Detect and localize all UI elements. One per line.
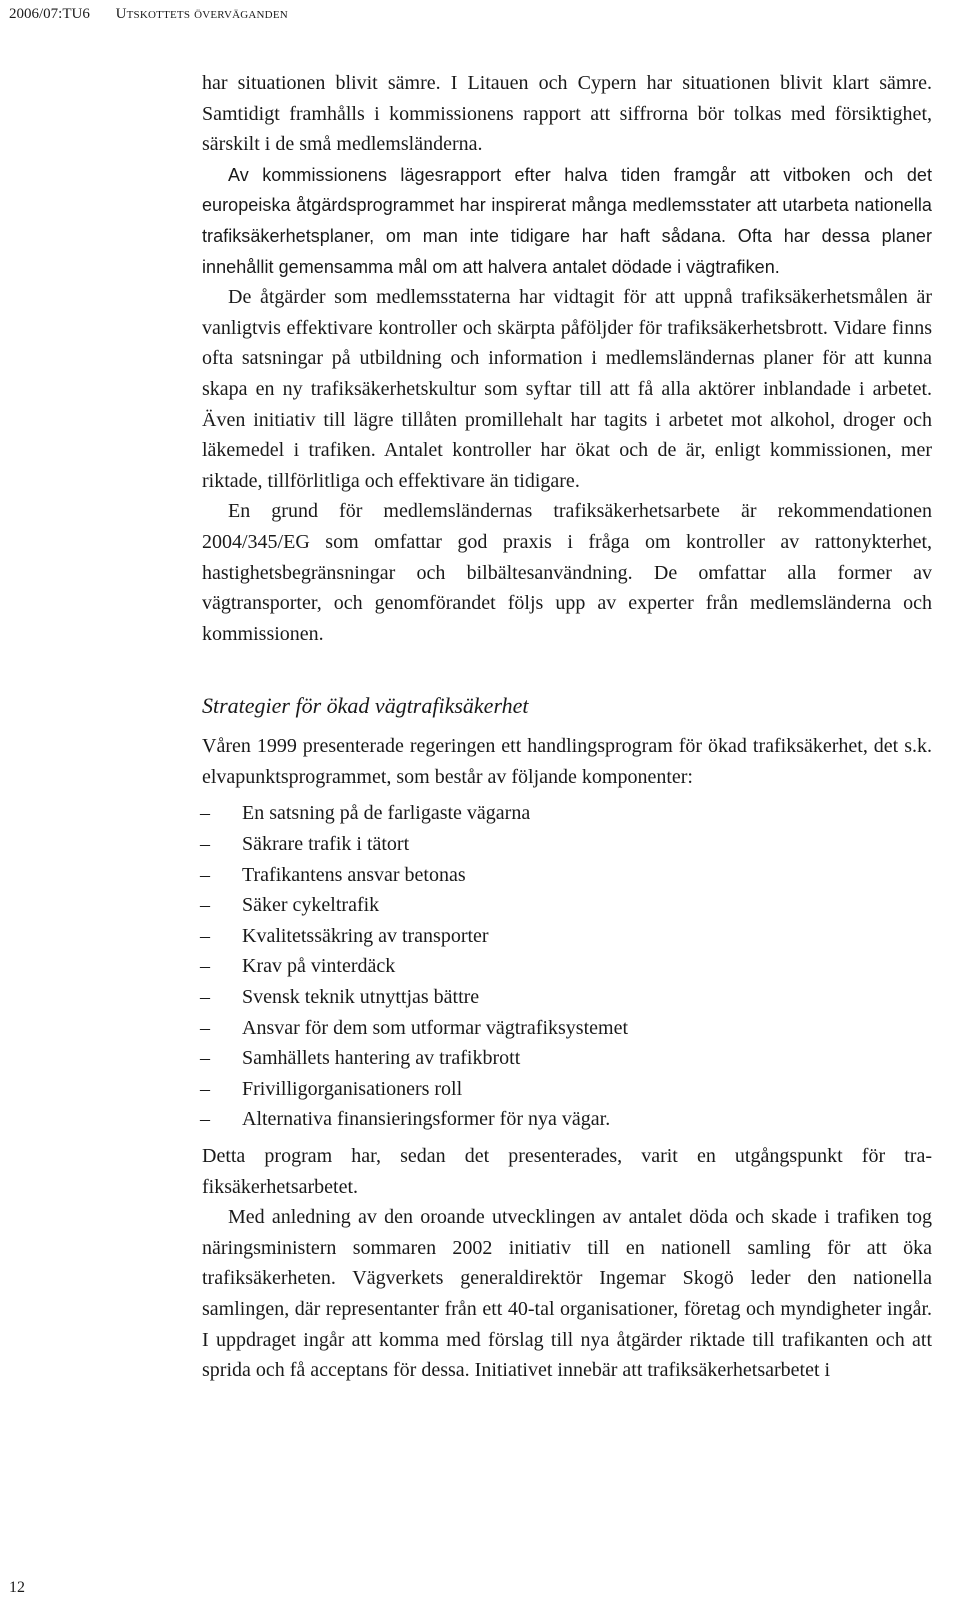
list-item (200, 890, 932, 921)
dash-marker: – (200, 986, 210, 1009)
list-item-text: En satsning på de farligaste vägarna (242, 802, 531, 825)
dash-marker: – (200, 833, 210, 856)
dash-marker: – (200, 924, 210, 947)
list-item-text: Krav på vinterdäck (242, 955, 396, 978)
list-item-text: Ansvar för dem som utformar vägtrafiksystemet (242, 1016, 629, 1039)
dash-marker: – (200, 863, 210, 886)
list-item (200, 829, 932, 860)
paragraph-action-program-intro: Våren 1999 presenterade regeringen ett handlingsprogram för ökad trafiksäkerhet, det s.k. elvapunktsprogrammet, som består av följande komponenter: (202, 735, 932, 788)
list-item-text: Alternativa finansieringsformer för nya vägar. (242, 1108, 611, 1131)
dash-marker: – (200, 1047, 210, 1070)
paragraph-national-coalition: Med anledning av den oroande utvecklingen av antalet döda och skade i trafiken tog näringsministern sommaren 2002 initiativ till en nationell samling för att öka trafiksäkerheten. Vägverkets generaldirektör Ingemar Skogö leder den nationella samlingen, där representanter från ett 40-tal organisationer, företag och myndigheter ingår. I uppdraget ingår att komma med förslag till nya åtgärder riktade till trafikanten och att sprida och få acceptans för dessa. Initiativet innebär att trafiksäkerhetsarbetet i (202, 1206, 932, 1382)
list-item (200, 798, 932, 829)
document-code: 2006/07:TU6 (9, 6, 90, 22)
list-item-text: Säkrare trafik i tätort (242, 833, 410, 856)
list-item (200, 860, 932, 891)
dash-marker: – (200, 1077, 210, 1100)
list-item (200, 1104, 932, 1135)
list-item (200, 1043, 932, 1074)
paragraph-situation: har situationen blivit sämre. I Litauen och Cypern har situationen blivit klart sämre. Samtidigt framhålls i kommissionens rapport att siffrorna bör tolkas med försiktighet, särskilt i de små medlemsländerna. (202, 72, 932, 156)
list-item-text: Svensk teknik utnyttjas bättre (242, 986, 480, 1009)
page-body (202, 68, 932, 1386)
list-item (200, 982, 932, 1013)
list-item-text: Frivilligorganisationers roll (242, 1077, 463, 1100)
dash-marker: – (200, 1108, 210, 1131)
list-item (200, 921, 932, 952)
paragraph-recommendation: En grund för medlemsländernas trafiksäkerhetsarbete är rekommendationen 2004/345/EG som omfattar god praxis i fråga om kontroller av rattonykterhet, hastighetsbegränsningar och bilbältesanvändning. De omfattar alla former av vägtransporter, och genomförandet följs upp av experter från medlemsländerna och kommissionen. (202, 500, 932, 645)
paragraph-progress-report: Av kommissionens lägesrapport efter halva tiden framgår att vitboken och det europeiska åtgärdsprogrammet har inspirerat många medlemsstater att utarbeta nationella trafiksäkerhetsplaner, om man inte tidigare har haft sådana. Ofta har dessa planer innehållit gemensamma mål om att halvera antalet dödade i vägtrafiken. (202, 164, 932, 277)
paragraph-member-state-measures: De åtgärder som medlemsstaterna har vidtagit för att uppnå trafiksäkerhetsmålen är vanligtvis effektivare kontroller och skärpta påföljder för trafiksäkerhetsbrott. Vidare finns ofta satsningar på utbildning och information i medlemsländernas planer för att kunna skapa en ny trafiksäkerhetskultur som syftar till att få alla aktörer inblandade i arbetet. Även initiativ till lägre tillåten promillehalt har tagits i arbetet mot alkohol, droger och läkemedel i trafiken. Antalet kontroller har ökat och de är, enligt kommissionen, mer riktade, tillförlitliga och effektivare än tidigare. (202, 286, 932, 492)
dash-marker: – (200, 1016, 210, 1039)
dash-marker: – (200, 894, 210, 917)
list-item-text: Trafikantens ansvar betonas (242, 863, 466, 886)
list-item-text: Samhällets hantering av trafikbrott (242, 1047, 521, 1070)
section-title: Utskottets överväganden (115, 6, 288, 22)
component-list (200, 798, 932, 1135)
list-item (200, 1074, 932, 1105)
paragraph-program-starting-point: Detta program har, sedan det presenterades, varit en utgångspunkt för trafiksäkerhetsarbetet. (202, 1145, 932, 1198)
list-item-text: Säker cykeltrafik (242, 894, 380, 917)
running-header (9, 4, 288, 24)
list-item (200, 1013, 932, 1044)
section-heading: Strategier för ökad vägtrafiksäkerhet (202, 693, 529, 719)
dash-marker: – (200, 802, 210, 825)
dash-marker: – (200, 955, 210, 978)
page-number: 12 (9, 1579, 25, 1596)
list-item-text: Kvalitetssäkring av transporter (242, 924, 489, 947)
list-item (200, 951, 932, 982)
